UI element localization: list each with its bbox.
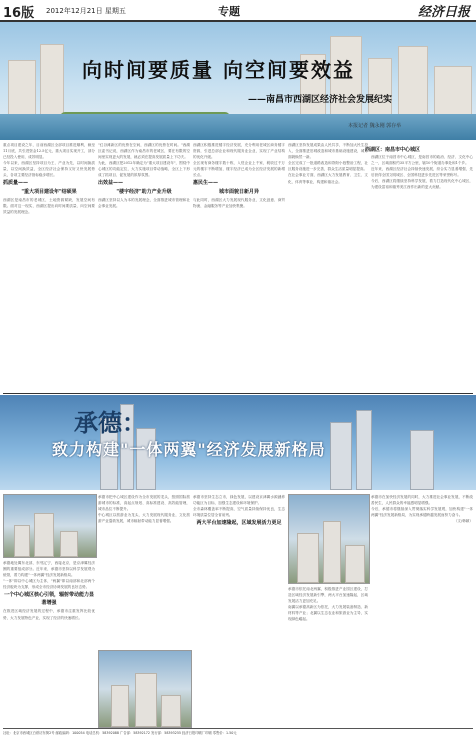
building-shape xyxy=(356,410,372,490)
paragraph: 中心城区以旅游业为龙头，大力发展现代服务业，文化旅游产业蓬勃发展，城市辐射带动能力显著增强。 xyxy=(98,513,190,524)
paragraph: "一体"即以中心城区为主体，"两翼"即以南部和北部两个经济板块为支撑，形成全市经济协调发展的良好态势。 xyxy=(3,579,95,590)
feature-banner xyxy=(0,395,476,490)
paragraph: 承德市在加快经济发展的同时，大力推进社会事业发展，不断改善民生，人民群众的幸福感明显增强。 xyxy=(371,495,473,506)
building-shape xyxy=(410,430,434,490)
city-photo xyxy=(98,650,192,728)
paragraph: 西湖区积极推进楼宇经济发展，充分利用老城区商务楼宇资源，引进总部企业和现代服务业企业，实现了产业结构的优化升级。 xyxy=(193,143,285,160)
masthead xyxy=(0,0,476,22)
section-heading: 两大平台加速隆起，区域发展活力更足 xyxy=(196,520,282,527)
hero-subheadline: ——南昌市西湖区经济社会发展纪实 xyxy=(248,95,393,105)
article-column xyxy=(193,142,285,392)
building-shape xyxy=(40,44,64,118)
article-column xyxy=(193,494,285,728)
paragraph: 西湖区是南昌市的老城区，土地资源紧缺，发展空间有限。面对这一现实，西湖区提出向时间要质量、向空间要效益的发展理念。 xyxy=(3,197,95,214)
paragraph: 全市森林覆盖率不断提高，空气质量持续保持优良，生态环境质量位居全省前列。 xyxy=(193,507,285,518)
paragraph: 今后，西湖区将继续坚持科学发展，着力打造现代化中心城区，为建设富裕和谐秀美江西作出新的更大贡献。 xyxy=(371,179,473,190)
paragraph: 与此同时，西湖区大力发展现代服务业，文化创意、商贸物流、金融服务等产业加快集聚。 xyxy=(193,197,285,208)
footer-imprint: 社址：北京市西城区白纸坊东街2号 邮政编码：100054 电话总机：58392088 广告部：58392172 发行部：58393255 经济日报印刷厂印刷 零售价：1.50元 xyxy=(3,728,473,738)
building-shape xyxy=(330,422,352,490)
section-heading: "楼宇经济"助力产业升级 xyxy=(116,188,172,195)
paragraph: 承德地处冀东北部，东邻辽宁，西接北京，是京津冀经济圈的重要组成部分。近年来，承德市坚持以科学发展观为统领，着力构建"一体两翼"经济发展新格局。 xyxy=(3,561,95,578)
paragraph: 重点项目建设之年，目前西湖区全部项目推进顺利，截至11月底，共引进资金12.5亿元，重大项目实现开工，部分已经投入使用，成效明显。 xyxy=(3,143,95,160)
building-shape xyxy=(323,521,341,583)
article-column xyxy=(3,560,95,728)
paragraph: 今年以来，西湖区坚持项目为王、产业为先，以时间换质量，以空间换效益，全区经济社会保持又好又快发展势头，各项主要经济指标稳步增长。 xyxy=(3,161,95,178)
city-photo xyxy=(3,494,97,558)
article-column xyxy=(288,586,368,728)
paragraph: 为此，西湖区把2012年确定为"重大项目建设年"，围绕中心城区的功能定位，大力实施项目带动战略，全区上下形成了抓项目、促发展的浓厚氛围。 xyxy=(98,161,190,178)
section-subhead: 出效益—— xyxy=(98,179,124,186)
article-column xyxy=(98,494,190,648)
paragraph: 承德市依托南北两翼，积极推进产业园区建设，打造区域经济发展新引擎，两大平台加速隆起，区域发展活力更加充足。 xyxy=(288,587,368,604)
building-shape xyxy=(8,60,36,118)
building-shape xyxy=(345,545,365,583)
paragraph: 在社会事业方面，西湖区大力发展教育、卫生、文化、体育等事业，构建和谐社会。 xyxy=(288,173,368,184)
newspaper-logo: 经济日报 xyxy=(417,5,470,20)
paragraph: 西湖区坚持发展成果由人民共享，不断加大民生投入，全面推进旧城改造和城市基础设施建设，城市面貌焕然一新。 xyxy=(288,143,368,160)
building-shape xyxy=(135,673,157,727)
section-heading: "重大项目建设年"结硕果 xyxy=(21,188,77,195)
building-shape xyxy=(60,531,78,557)
paragraph: 西湖区位于南昌市中心城区，是南昌市的政治、经济、文化中心之一，区域面积约35平方公里，辖10个街道办事处和1个乡。 xyxy=(371,155,473,166)
article-column xyxy=(288,142,368,392)
sidebar-heading: 西湖区：南昌市中心城区 xyxy=(365,147,421,153)
section-subhead: 惠民生—— xyxy=(193,179,219,186)
page-number: 16版 xyxy=(3,6,35,21)
building-shape xyxy=(398,46,428,118)
building-shape xyxy=(434,66,472,118)
section-title: 专题 xyxy=(218,5,240,18)
section-subhead: 抓质量—— xyxy=(3,179,29,186)
article-column xyxy=(3,142,95,392)
building-shape xyxy=(14,525,30,557)
building-shape xyxy=(34,513,54,557)
article-column xyxy=(98,142,190,392)
section-heading: 城市面貌日新月异 xyxy=(218,188,259,195)
article-column xyxy=(371,154,473,392)
hero-headline: 向时间要质量 向空间要效益 xyxy=(82,58,355,82)
feature-ink-title: 承德： xyxy=(74,408,146,437)
city-photo xyxy=(288,494,370,584)
paragraph: "红谷滩新区的优势在空间，西湖区的优势在时间。"西湖区委书记说，西湖区作为南昌市的老城区，要在有限的空间里实现更大的发展，就必须在提高发展质量上下功夫。 xyxy=(98,143,190,160)
paragraph: 承德市把中心城区建设作为全市发展的龙头，按照国际旅游城市的标准，高起点规划、高标准建设、高效能管理，城市品位不断提升。 xyxy=(98,495,190,512)
paragraph: 今后，承德市将继续深入贯彻落实科学发展观，加快构建"一体两翼"经济发展新格局，为实现承德跨越发展而努力奋斗。 xyxy=(371,507,473,518)
building-shape xyxy=(161,695,181,727)
lake-shape xyxy=(0,114,476,140)
author-sign: （文/韩颖） xyxy=(453,519,473,524)
paragraph: 南翼以承德高新区为依托，大力发展装备制造、新材料等产业；北翼以生态农业和旅游业为主导，实现绿色崛起。 xyxy=(288,605,368,622)
hero-byline: 本报记者 魏永刚 郭存举 xyxy=(348,123,402,129)
building-shape xyxy=(111,685,129,727)
divider xyxy=(3,393,473,394)
paragraph: 西湖区坚持以人为本的发展理念，全面推进城市管理和社会事业发展。 xyxy=(98,197,190,208)
issue-date: 2012年12月21日 星期五 xyxy=(46,7,126,15)
lower-article xyxy=(3,490,473,728)
paragraph: 全区完成了一批道路改造和背街小巷整治工程，社区服务设施进一步完善，群众生活质量明显提高。 xyxy=(288,161,368,172)
building-shape xyxy=(368,58,392,118)
paragraph: 承德市坚持生态立市，绿色发展，以建设京津冀水源涵养功能区为目标，加强生态建设和环境保护。 xyxy=(193,495,285,506)
feature-headline: 致力构建"一体两翼"经济发展新格局 xyxy=(52,440,326,459)
hero-banner xyxy=(0,22,476,140)
upper-article xyxy=(3,142,473,392)
building-shape xyxy=(297,533,319,583)
paragraph: 全区现有商务楼宇数十栋，入驻企业上千家，税收过千万元的楼宇不断增加，楼宇经济已成为全区经济发展的新增长点。 xyxy=(193,161,285,178)
section-heading: 一个中心城区核心引领，辐射带动能力显著增强 xyxy=(3,592,94,607)
article-column xyxy=(371,494,473,728)
paragraph: 近年来，西湖区经济社会持续快速发展，综合实力显著增强，先后获得全国文明城区、全国科技进步先进区等荣誉称号。 xyxy=(371,167,473,178)
paragraph: 在推进区域经济发展的过程中，承德市注重发挥比较优势，大力发展特色产业，实现了经济的快速增长。 xyxy=(3,609,95,620)
